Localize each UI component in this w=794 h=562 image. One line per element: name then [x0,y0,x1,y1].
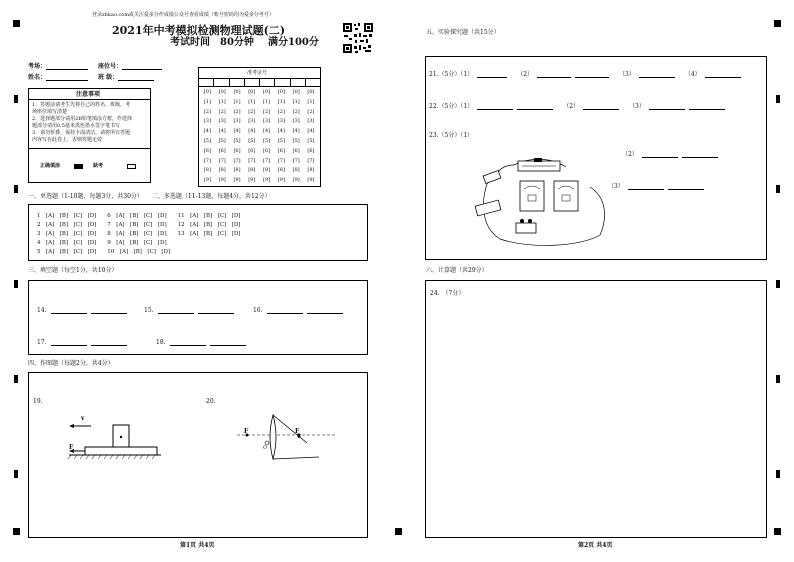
admission-digit-bubble[interactable]: [4] [277,128,285,135]
admission-number-grid [198,67,321,187]
admission-digit-row [200,137,318,147]
section5-heading: 五、实验探究题（共15分） [426,29,500,36]
class-label: 班 级： [98,75,154,81]
admission-digit-bubble[interactable]: [6] [218,147,226,154]
timing-mark [14,280,18,288]
choice-row[interactable]: 2 [A] [B] [C] [D] 7 [A] [B] [C] [D] 12 [A] [B] [C] [D] [37,222,241,228]
velocity-label: v [81,415,85,422]
resistor-base [516,223,536,233]
admission-digit-bubble[interactable]: [3] [292,118,300,125]
admission-digit-bubble[interactable]: [7] [292,157,300,164]
admission-digit-bubble[interactable]: [7] [218,157,226,164]
q21-blank-5[interactable] [705,77,741,78]
admission-digit-bubble[interactable]: [0] [263,89,271,95]
q18-blank-2[interactable] [210,345,246,346]
q15-row: 15. [144,307,234,314]
timing-mark [14,185,18,193]
admission-digit-bubble[interactable]: [1] [218,98,226,105]
admission-digit-row [200,127,318,137]
admission-digit-bubble[interactable]: [7] [233,157,241,164]
corner-marker-bc [395,528,402,535]
admission-digit-bubble[interactable]: [1] [203,98,211,105]
q23-part3-row: （3） [608,181,704,190]
section3-heading: 三、填空题（每空1分，共10分） [28,267,118,274]
q23-part2-row: （2） [622,149,718,158]
admission-digit-bubble[interactable]: [0] [248,89,256,95]
admission-digit-bubble[interactable]: [3] [218,118,226,125]
admission-digit-bubble[interactable]: [9] [218,177,226,184]
admission-digit-bubble[interactable]: [0] [218,89,226,95]
battery [475,200,501,216]
admission-digit-bubble[interactable]: [1] [307,98,315,105]
drawing-box [28,372,368,538]
notice-box [28,88,151,183]
admission-digit-bubble[interactable]: [4] [233,128,241,135]
admission-digit-row [200,117,318,127]
corner-marker-br [774,528,781,535]
ammeter [554,181,578,211]
admission-digit-bubble[interactable]: [1] [292,98,300,105]
focal-label-left: F [244,428,249,435]
q16-blank-2[interactable] [307,313,343,314]
ground-hatch [68,455,155,459]
q17-blank-2[interactable] [91,345,127,346]
focal-label-right: F [295,428,300,435]
name-label: 姓名： [28,75,88,81]
admission-digit-bubble[interactable]: [6] [307,147,315,154]
absent-label: 缺考 [93,163,104,169]
page2-footer: 第2页 共4页 [578,542,613,549]
admission-digit-bubble[interactable]: [2] [218,108,226,115]
q17-row: 17. [37,339,127,346]
q14-blank-1[interactable] [51,313,87,314]
switch [483,171,501,184]
admission-write-row [199,78,320,86]
exam-time: 考试时间 80分钟 [170,37,254,48]
admission-digit-bubble[interactable]: [3] [203,118,211,125]
q21-row: 21.（5分）（1） （2） （3） （4） [429,69,741,78]
choice-row[interactable]: 3 [A] [B] [C] [D] 8 [A] [B] [C] [D] 13 [A] [B] [C] [D] [37,231,241,237]
admission-digit-bubble[interactable]: [7] [263,157,271,164]
admission-digit-bubble[interactable]: [9] [292,177,300,184]
notice-line: 2．选择题部分请用2B铅笔填涂方框，作选择 [32,116,133,122]
experiment-box [425,56,767,260]
admission-digit-bubble[interactable]: [9] [307,177,315,184]
admission-digit-bubble[interactable]: [5] [277,137,285,144]
q21-blank-1[interactable] [477,77,507,78]
admission-digit-bubble[interactable]: [0] [307,89,315,95]
q18-blank-1[interactable] [170,345,206,346]
timing-mark [776,185,780,193]
admission-digit-bubble[interactable]: [2] [233,108,241,115]
admission-digit-bubble[interactable]: [1] [277,98,285,105]
qr-code-icon [342,22,374,54]
page1-footer: 第1页 共4页 [180,542,215,549]
login-note: 登录zhkao.com或关注爱多分作成绩公众号查看成绩（账号密码均为爱多分考号） [92,12,274,18]
optical-center-label: O [263,445,268,451]
q19-diagram [65,411,165,463]
admission-digit-bubble[interactable]: [6] [277,147,285,154]
admission-digit-bubble[interactable]: [4] [263,128,271,135]
seat-no-label: 座位号： [98,64,162,70]
notice-line: 内容写在此卷上，否则答题无效 [32,137,103,143]
exam-room-label: 考场： [28,64,88,70]
admission-digit-row [200,157,318,167]
admission-digit-bubble[interactable]: [0] [233,89,241,95]
lens-shape [270,415,276,459]
admission-digit-bubble[interactable]: [4] [218,128,226,135]
admission-digit-bubble[interactable]: [8] [248,167,256,174]
admission-digit-bubble[interactable]: [9] [248,177,256,184]
admission-digit-bubble[interactable]: [5] [233,137,241,144]
q22-row: 22.（5分）（1） （2） （3） [429,101,725,110]
admission-digit-bubble[interactable]: [5] [248,137,256,144]
fill-blank-box [28,280,368,355]
admission-digit-bubble[interactable]: [0] [203,89,211,95]
q21-blank-2[interactable] [537,77,571,78]
admission-digit-bubble[interactable]: [1] [233,98,241,105]
admission-digit-bubble[interactable]: [2] [292,108,300,115]
q16-blank-1[interactable] [267,313,303,314]
admission-digit-bubble[interactable]: [6] [248,147,256,154]
choice-row[interactable]: 5 [A] [B] [C] [D] 10 [A] [B] [C] [D] [37,249,171,255]
corner-marker-tr [774,20,781,27]
admission-digit-bubble[interactable]: [8] [203,167,211,174]
admission-digit-bubble[interactable]: [5] [203,137,211,144]
admission-digit-bubble[interactable]: [7] [248,157,256,164]
admission-digit-row [200,108,318,118]
absent-checkbox[interactable] [127,164,136,169]
full-score: 满分100分 [268,37,319,48]
q18-row: 18. [156,339,246,346]
q22-blank-3[interactable] [583,109,619,110]
admission-digit-bubble[interactable]: [4] [292,128,300,135]
corner-marker-tl [13,20,20,27]
admission-digit-bubble[interactable]: [8] [292,167,300,174]
admission-digit-bubble[interactable]: [2] [307,108,315,115]
admission-digit-bubble[interactable]: [1] [263,98,271,105]
q15-blank-1[interactable] [158,313,194,314]
q21-blank-4[interactable] [639,77,675,78]
choice-answer-box [28,204,368,261]
board [85,447,157,455]
section6-heading: 六、计算题（共29分） [426,267,488,274]
admission-digit-bubble[interactable]: [5] [263,137,271,144]
q14-blank-2[interactable] [91,313,127,314]
calculation-box [425,280,767,538]
notice-title: 注意事项 [76,91,101,98]
q23-circuit-diagram [470,157,610,249]
admission-digit-row [200,176,318,186]
q23-blank-2b[interactable] [682,157,718,158]
section1-heading: 一、单选题（1-10题，每题3分，共30分） 二、多选题（11-13题，每题4分，共12分） [28,193,271,200]
admission-digit-bubble[interactable]: [6] [292,147,300,154]
admission-digit-bubble[interactable]: [6] [233,147,241,154]
incident-ray [273,415,307,443]
q20-label: 20. [206,398,216,405]
admission-digit-bubble[interactable]: [3] [277,118,285,125]
timing-mark [776,470,780,478]
admission-digit-bubble[interactable]: [7] [203,157,211,164]
notice-line: 1．答题前请考生先将自己的姓名、班级、考 [32,102,131,108]
q23-blank-3a[interactable] [628,189,664,190]
admission-digit-bubble[interactable]: [7] [277,157,285,164]
admission-digit-bubble[interactable]: [9] [203,177,211,184]
admission-digit-bubble[interactable]: [5] [307,137,315,144]
admission-digit-bubble[interactable]: [4] [307,128,315,135]
q22-blank-4[interactable] [649,109,685,110]
admission-digit-bubble[interactable]: [2] [203,108,211,115]
admission-digit-bubble[interactable]: [3] [307,118,315,125]
admission-digit-bubble[interactable]: [8] [307,167,315,174]
admission-digit-bubble[interactable]: [6] [263,147,271,154]
choice-row[interactable]: 4 [A] [B] [C] [D] 9 [A] [B] [C] [D] [37,240,167,246]
timing-mark [14,375,18,383]
admission-digit-bubble[interactable]: [2] [248,108,256,115]
q23-blank-3b[interactable] [668,189,704,190]
admission-digit-bubble[interactable]: [0] [277,89,285,95]
timing-mark [776,280,780,288]
timing-mark [14,470,18,478]
admission-digit-bubble[interactable]: [5] [218,137,226,144]
timing-mark [776,95,780,103]
admission-grid-title: 准考证号 [247,70,268,76]
admission-digit-bubble[interactable]: [2] [263,108,271,115]
ray-lower [273,457,319,459]
section4-heading: 四、作图题（每题2分，共4分） [28,360,114,367]
admission-digit-bubble[interactable]: [6] [203,147,211,154]
notice-line: 场座位填写清楚 [32,109,68,115]
admission-digit-bubble[interactable]: [5] [292,137,300,144]
block-center-dot [120,436,122,438]
q19-label: 19. [33,398,43,405]
admission-digit-bubble[interactable]: [8] [263,167,271,174]
corner-marker-bl [13,528,20,535]
admission-digit-bubble[interactable]: [1] [248,98,256,105]
correct-fill-sample [74,164,83,169]
q23-blank-2a[interactable] [642,157,678,158]
q22-blank-2[interactable] [517,109,553,110]
admission-digit-row [200,98,318,108]
timing-mark [776,375,780,383]
timing-mark [14,95,18,103]
admission-digit-bubbles[interactable] [200,88,318,186]
admission-digit-bubble[interactable]: [3] [248,118,256,125]
admission-digit-bubble[interactable]: [8] [218,167,226,174]
q14-row: 14. [37,307,127,314]
admission-digit-bubble[interactable]: [9] [263,177,271,184]
correct-fill-label: 正确填涂 [40,163,61,169]
q17-blank-1[interactable] [51,345,87,346]
admission-digit-bubble[interactable]: [2] [277,108,285,115]
admission-digit-bubble[interactable]: [9] [277,177,285,184]
notice-line: 3．请勿折叠，保持卡面清洁，请将所有答题 [32,130,131,136]
admission-digit-bubble[interactable]: [3] [233,118,241,125]
notice-line: 题部分请用0.5毫米黑色墨水签字笔书写 [32,123,120,129]
admission-digit-bubble[interactable]: [4] [248,128,256,135]
admission-digit-bubble[interactable]: [9] [233,177,241,184]
exam-title: 2021年中考模拟检测物理试题(二) [112,24,286,37]
voltmeter [520,181,544,211]
admission-digit-bubble[interactable]: [8] [277,167,285,174]
q16-row: 16. [253,307,343,314]
admission-digit-bubble[interactable]: [8] [233,167,241,174]
q21-blank-3[interactable] [575,77,609,78]
admission-digit-bubble[interactable]: [4] [203,128,211,135]
admission-digit-row [200,166,318,176]
admission-digit-row [200,88,318,98]
choice-row[interactable]: 1 [A] [B] [C] [D] 6 [A] [B] [C] [D] 11 [A] [B] [C] [D] [37,213,241,219]
admission-digit-bubble[interactable]: [3] [263,118,271,125]
q22-blank-5[interactable] [689,109,725,110]
admission-digit-row [200,147,318,157]
force-label: F [69,444,74,451]
q20-lens-diagram [237,413,337,465]
admission-digit-bubble[interactable]: [0] [292,89,300,95]
admission-digit-bubble[interactable]: [7] [307,157,315,164]
q24-label: 24. （7分） [430,290,465,297]
q23-label: 23.（5分）（1） [429,132,474,139]
q22-blank-1[interactable] [477,109,513,110]
q15-blank-2[interactable] [198,313,234,314]
